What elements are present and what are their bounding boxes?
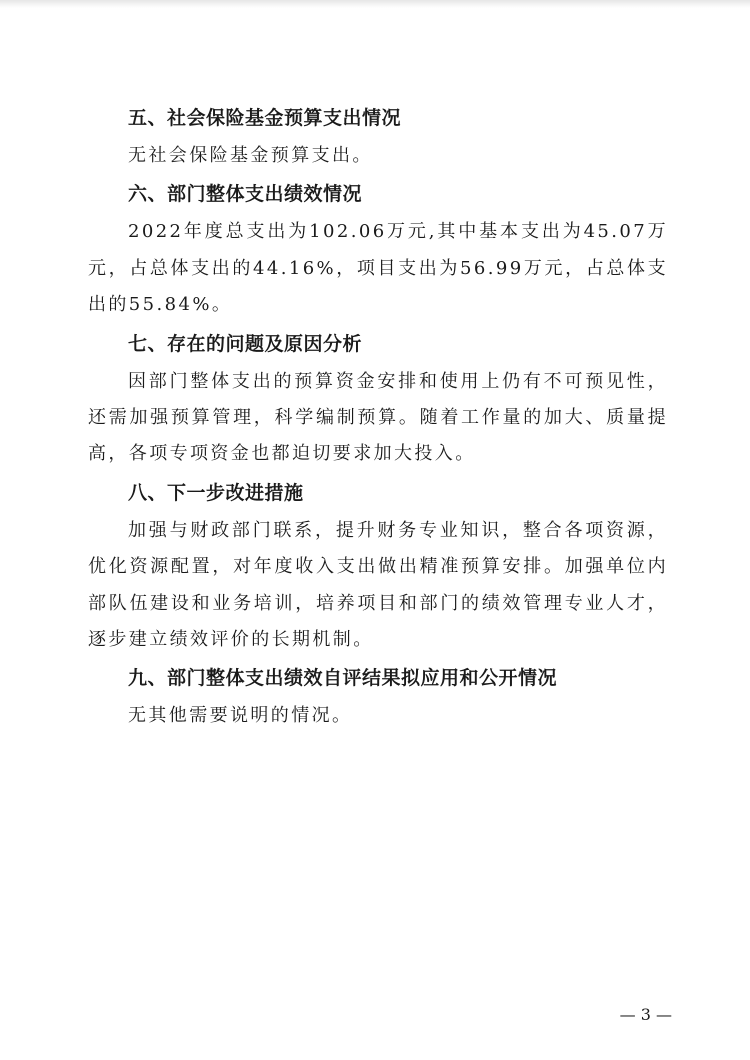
page-number: — 3 — <box>619 1005 672 1024</box>
section-heading-8: 八、下一步改进措施 <box>128 481 304 504</box>
section-paragraph-9: 无其他需要说明的情况。 <box>128 705 353 727</box>
section-paragraph-8: 加强与财政部门联系，提升财务专业知识，整合各项资源，优化资源配置，对年度收入支出做出精准预算安排。加强单位内部队伍建设和业务培训，培养项目和部门的绩效管理专业人才，逐步建立绩效评价的长期机制。 <box>88 519 668 651</box>
scan-edge-shadow <box>0 0 750 8</box>
section-paragraph-7: 因部门整体支出的预算资金安排和使用上仍有不可预见性，还需加强预算管理，科学编制预算。随着工作量的加大、质量提高，各项专项资金也都迫切要求加大投入。 <box>88 370 668 465</box>
section-heading-9: 九、部门整体支出绩效自评结果拟应用和公开情况 <box>128 667 558 690</box>
document-body <box>88 98 668 735</box>
section-heading-7: 七、存在的问题及原因分析 <box>128 332 363 355</box>
section-paragraph-6: 2022年度总支出为102.06万元,其中基本支出为45.07万元，占总体支出的44.16%，项目支出为56.99万元，占总体支出的55.84%。 <box>88 221 668 316</box>
section-heading-5: 五、社会保险基金预算支出情况 <box>128 107 402 129</box>
section-heading-6: 六、部门整体支出绩效情况 <box>128 183 363 206</box>
section-paragraph-5: 无社会保险基金预算支出。 <box>128 145 373 166</box>
